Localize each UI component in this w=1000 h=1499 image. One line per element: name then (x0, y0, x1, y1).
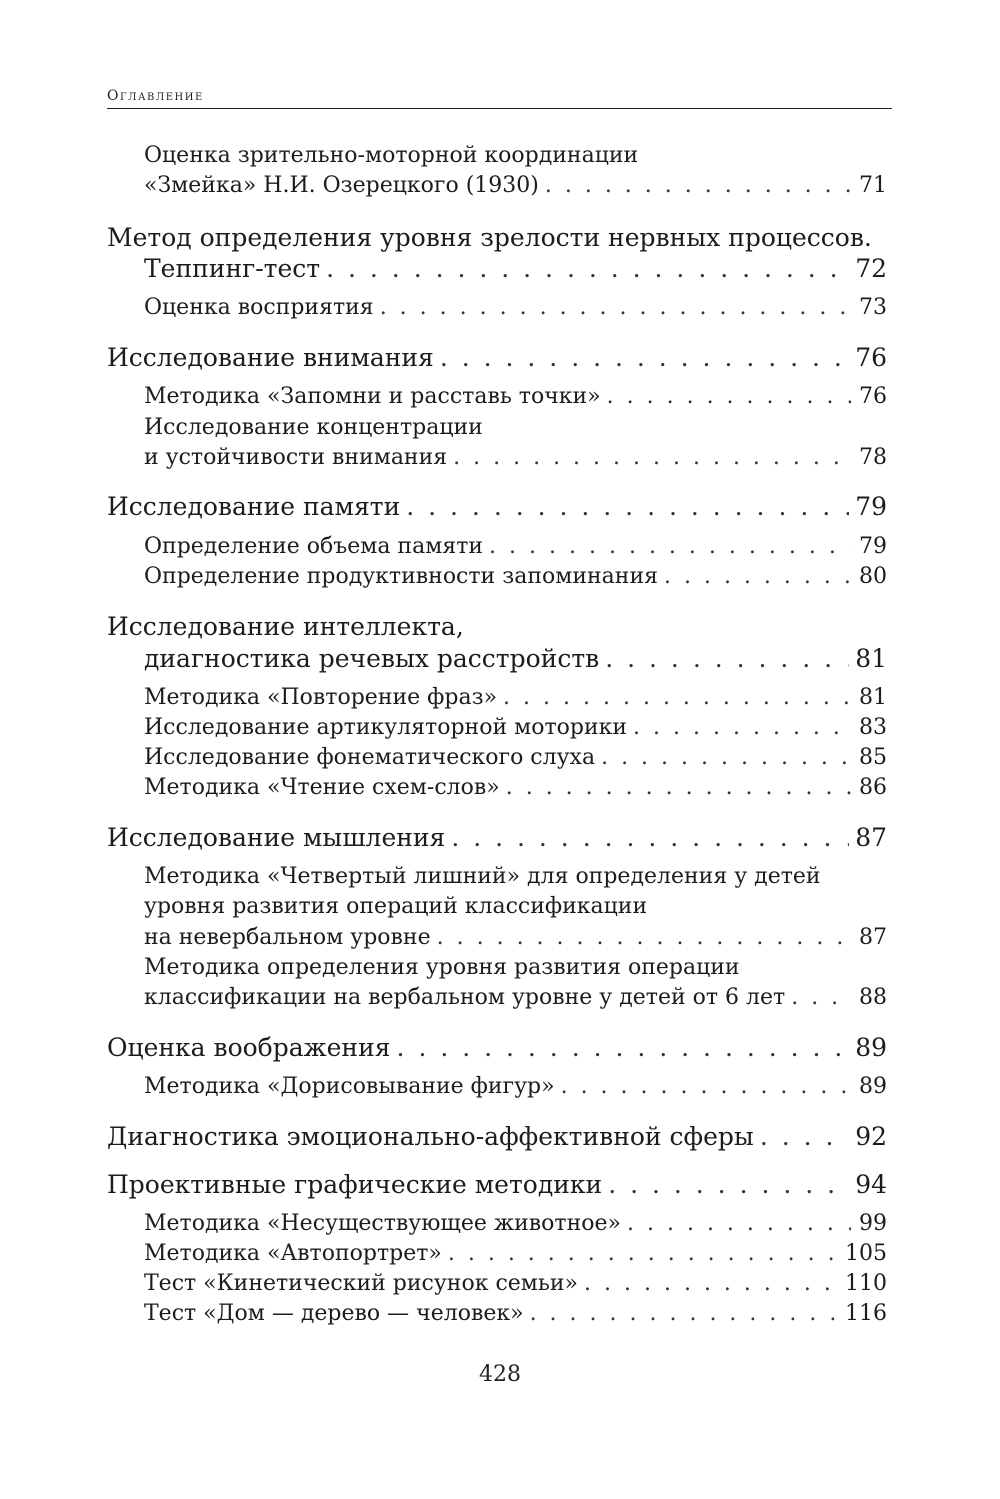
toc-page-number: 72 (855, 254, 887, 283)
toc-page-number: 79 (855, 492, 887, 521)
toc-entry (107, 1303, 887, 1325)
toc-entry (107, 1172, 887, 1197)
toc-entry (107, 1076, 887, 1098)
toc-entry (107, 866, 887, 888)
toc-entry (107, 987, 887, 1009)
toc-entry (107, 927, 887, 949)
dot-leader (545, 175, 851, 197)
dot-leader (448, 1243, 839, 1265)
running-header: Оглавление (107, 88, 204, 104)
table-of-contents (107, 0, 887, 1499)
dot-leader (453, 447, 851, 469)
toc-entry (107, 1035, 887, 1060)
dot-leader (489, 536, 851, 558)
toc-entry-text: Исследование фонематического слуха (144, 745, 596, 770)
dot-leader (440, 345, 849, 370)
toc-page-number: 116 (845, 1301, 887, 1326)
dot-leader (760, 1124, 849, 1149)
toc-entry (107, 896, 887, 918)
toc-page-number: 89 (855, 1033, 887, 1062)
toc-page-number: 105 (845, 1241, 887, 1266)
toc-entry (107, 225, 887, 250)
toc-entry (107, 145, 887, 167)
dot-leader (561, 1076, 851, 1098)
toc-entry-text: Оценка восприятия (144, 295, 374, 320)
toc-page-number: 79 (859, 534, 887, 559)
toc-entry-text: Методика «Дорисовывание фигур» (144, 1074, 555, 1099)
toc-entry-text: и устойчивости внимания (144, 445, 448, 470)
toc-entry-text: Методика «Несуществующее животное» (144, 1211, 621, 1236)
toc-page-number: 81 (859, 685, 887, 710)
toc-page-number: 88 (859, 985, 887, 1010)
toc-entry-text: классификации на вербальном уровне у детей от 6 лет (144, 985, 786, 1010)
toc-entry-text: Исследование концентрации (144, 415, 483, 440)
dot-leader (627, 1213, 851, 1235)
dot-leader (601, 747, 851, 769)
toc-page-number: 78 (859, 445, 887, 470)
dot-leader (664, 566, 851, 588)
toc-entry-text: Проективные графические методики (107, 1170, 603, 1199)
toc-entry (107, 1273, 887, 1295)
toc-entry-text: Тест «Кинетический рисунок семьи» (144, 1271, 579, 1296)
toc-entry-text: Метод определения уровня зрелости нервных процессов. (107, 223, 872, 252)
toc-entry-text: Определение продуктивности запоминания (144, 564, 658, 589)
toc-entry (107, 386, 887, 408)
toc-entry-text: Исследование внимания (107, 343, 434, 372)
page-number: 428 (479, 1362, 521, 1387)
dot-leader (503, 687, 851, 709)
toc-entry (107, 447, 887, 469)
toc-entry (107, 1213, 887, 1235)
dot-leader (633, 717, 851, 739)
toc-page-number: 86 (859, 775, 887, 800)
dot-leader (791, 987, 851, 1009)
toc-entry (107, 566, 887, 588)
dot-leader (380, 297, 851, 319)
toc-entry-text: уровня развития операций классификации (144, 894, 648, 919)
toc-entry (107, 417, 887, 439)
toc-entry-text: Исследование интеллекта, (107, 612, 464, 641)
toc-entry (107, 256, 887, 281)
toc-entry (107, 175, 887, 197)
dot-leader (451, 825, 849, 850)
toc-entry (107, 536, 887, 558)
toc-page-number: 71 (859, 173, 887, 198)
toc-entry-text: Методика определения уровня развития операции (144, 955, 740, 980)
toc-page-number: 76 (859, 384, 887, 409)
toc-entry-text: на невербальном уровне (144, 925, 431, 950)
toc-page-number: 76 (855, 343, 887, 372)
dot-leader (530, 1303, 839, 1325)
dot-leader (607, 386, 851, 408)
toc-page-number: 87 (859, 925, 887, 950)
dot-leader (437, 927, 851, 949)
dot-leader (608, 1172, 849, 1197)
toc-page-number: 92 (855, 1122, 887, 1151)
toc-entry (107, 747, 887, 769)
dot-leader (605, 646, 849, 671)
toc-entry-text: Методика «Повторение фраз» (144, 685, 498, 710)
dot-leader (326, 256, 849, 281)
toc-page-number: 87 (855, 823, 887, 852)
toc-entry (107, 494, 887, 519)
toc-entry-text: Исследование памяти (107, 492, 401, 521)
toc-entry (107, 777, 887, 799)
toc-page-number: 81 (855, 644, 887, 673)
toc-page-number: 99 (859, 1211, 887, 1236)
toc-entry-text: Теппинг-тест (144, 254, 321, 283)
toc-entry-text: диагностика речевых расстройств (144, 644, 600, 673)
toc-entry-text: «Змейка» Н.И. Озерецкого (1930) (144, 173, 539, 198)
toc-entry-text: Оценка воображения (107, 1033, 391, 1062)
toc-entry-text: Оценка зрительно-моторной координации (144, 143, 639, 168)
toc-entry-text: Методика «Чтение схем-слов» (144, 775, 500, 800)
toc-entry (107, 687, 887, 709)
dot-leader (506, 777, 851, 799)
toc-page-number: 94 (855, 1170, 887, 1199)
toc-entry (107, 614, 887, 639)
toc-entry (107, 345, 887, 370)
toc-page-number: 85 (859, 745, 887, 770)
toc-entry-text: Тест «Дом — дерево — человек» (144, 1301, 524, 1326)
toc-entry (107, 825, 887, 850)
dot-leader (397, 1035, 850, 1060)
toc-entry (107, 646, 887, 671)
toc-page-number: 89 (859, 1074, 887, 1099)
toc-entry (107, 297, 887, 319)
toc-entry (107, 1243, 887, 1265)
toc-entry-text: Методика «Запомни и расставь точки» (144, 384, 601, 409)
dot-leader (584, 1273, 839, 1295)
toc-page-number: 73 (859, 295, 887, 320)
toc-page-number: 83 (859, 715, 887, 740)
toc-entry-text: Диагностика эмоционально-аффективной сферы (107, 1122, 754, 1151)
toc-entry (107, 717, 887, 739)
toc-entry-text: Исследование мышления (107, 823, 446, 852)
toc-entry-text: Исследование артикуляторной моторики (144, 715, 628, 740)
dot-leader (406, 494, 849, 519)
toc-page-number: 110 (845, 1271, 887, 1296)
toc-entry-text: Методика «Автопортрет» (144, 1241, 442, 1266)
toc-entry-text: Определение объема памяти (144, 534, 484, 559)
toc-page-number: 80 (859, 564, 887, 589)
toc-entry-text: Методика «Четвертый лишний» для определения у детей (144, 864, 821, 889)
toc-entry (107, 957, 887, 979)
toc-entry (107, 1124, 887, 1149)
